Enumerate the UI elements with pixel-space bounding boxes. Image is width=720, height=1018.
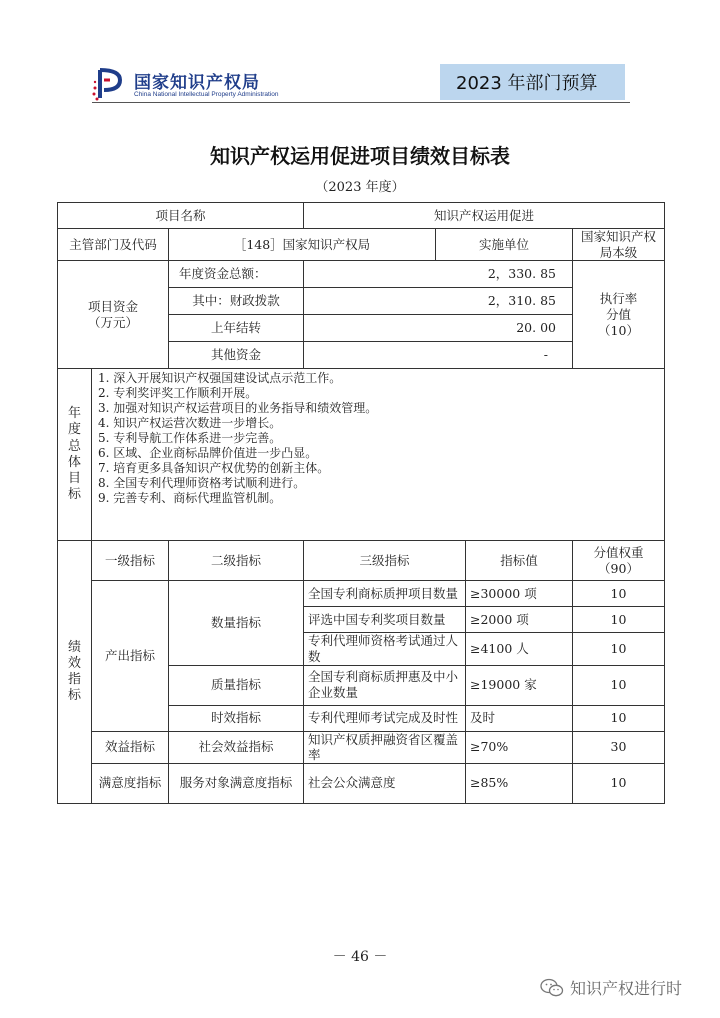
indicator-name: 全国专利商标质押项目数量	[304, 581, 466, 607]
table-row	[58, 229, 665, 261]
budget-badge: 2023 年部门预算	[440, 64, 625, 100]
goals-list	[92, 369, 665, 541]
project-name-label: 项目名称	[58, 203, 304, 229]
table-row	[58, 203, 665, 229]
header-weight-line1: 分值权重	[593, 545, 644, 561]
funds-item-label: 年度资金总额：	[169, 261, 304, 288]
quantity-indicator-label: 数量指标	[169, 581, 304, 665]
table-row	[58, 731, 665, 763]
table-row	[58, 581, 665, 607]
wechat-icon	[540, 978, 564, 998]
goal-item: 4. 知识产权运营次数进一步增长。	[98, 416, 282, 431]
exec-rate-line3: （10）	[598, 322, 639, 338]
funds-item-label: 其他资金	[169, 342, 304, 369]
funds-item-label: 其中：财政拨款	[169, 288, 304, 315]
indicator-value: ≥70%	[466, 731, 573, 763]
indicator-value: ≥30000 项	[466, 581, 573, 607]
funds-item-value: 2，310. 85	[304, 288, 573, 315]
goal-item: 1. 深入开展知识产权强国建设试点示范工作。	[98, 371, 342, 386]
indicator-weight: 10	[573, 581, 665, 607]
funds-item-value: 20. 00	[304, 315, 573, 342]
org-logo	[92, 66, 292, 104]
social-benefit-label: 社会效益指标	[169, 731, 304, 763]
service-satisfaction-label: 服务对象满意度指标	[169, 763, 304, 803]
funds-item-value: 2，330. 85	[304, 261, 573, 288]
org-name-cn: 国家知识产权局	[134, 73, 260, 93]
perf-indicators-label: 绩 效 指 标	[58, 541, 92, 804]
impl-label: 实施单位	[436, 229, 573, 261]
exec-rate-line2: 分值	[606, 306, 632, 322]
indicator-name: 社会公众满意度	[304, 763, 466, 803]
indicator-name: 专利代理师资格考试通过人数	[304, 633, 466, 665]
table-row	[58, 369, 665, 541]
goal-item: 9. 完善专利、商标代理监管机制。	[98, 491, 282, 506]
table-row	[58, 261, 665, 288]
header-level1: 一级指标	[92, 541, 169, 581]
indicator-name: 评选中国专利奖项目数量	[304, 607, 466, 633]
goal-item: 5. 专利导航工作体系进一步完善。	[98, 431, 282, 446]
page-title: 知识产权运用促进项目绩效目标表	[210, 144, 510, 168]
page-subtitle: （2023 年度）	[315, 180, 405, 195]
funds-label	[58, 261, 169, 369]
funds-item-label: 上年结转	[169, 315, 304, 342]
indicator-weight: 10	[573, 705, 665, 731]
header-level3: 三级指标	[304, 541, 466, 581]
performance-table	[57, 202, 665, 804]
goals-label: 年 度 总 体 目 标	[58, 369, 92, 541]
goal-item: 8. 全国专利代理师资格考试顺利进行。	[98, 476, 306, 491]
cnipa-logo-icon	[92, 66, 126, 102]
goal-item: 6. 区域、企业商标品牌价值进一步凸显。	[98, 446, 318, 461]
table-row	[58, 541, 665, 581]
indicator-name: 全国专利商标质押惠及中小企业数量	[304, 665, 466, 705]
goal-item: 7. 培育更多具备知识产权优势的创新主体。	[98, 461, 330, 476]
header-value: 指标值	[466, 541, 573, 581]
exec-rate-label	[573, 261, 665, 369]
indicator-name: 知识产权质押融资省区覆盖率	[304, 731, 466, 763]
funds-label-line2: （万元）	[87, 314, 138, 330]
org-name-en: China National Intellectual Property Administration	[134, 91, 279, 98]
timeliness-indicator-label: 时效指标	[169, 705, 304, 731]
indicator-value: ≥19000 家	[466, 665, 573, 705]
header-level2: 二级指标	[169, 541, 304, 581]
indicator-weight: 10	[573, 763, 665, 803]
indicator-weight: 10	[573, 607, 665, 633]
funds-label-line1: 项目资金	[87, 299, 138, 315]
goal-item: 3. 加强对知识产权运营项目的业务指导和绩效管理。	[98, 401, 378, 416]
header-weight	[573, 541, 665, 581]
watermark-text: 知识产权进行时	[570, 979, 683, 998]
dept-label: 主管部门及代码	[58, 229, 169, 261]
indicator-name: 专利代理师考试完成及时性	[304, 705, 466, 731]
quality-indicator-label: 质量指标	[169, 665, 304, 705]
indicator-value: 及时	[466, 705, 573, 731]
indicator-value: ≥2000 项	[466, 607, 573, 633]
satisfaction-indicator-label: 满意度指标	[92, 763, 169, 803]
project-name-value: 知识产权运用促进	[304, 203, 665, 229]
watermark	[540, 976, 682, 999]
indicator-value: ≥4100 人	[466, 633, 573, 665]
page-number: － 46 －	[332, 949, 388, 965]
indicator-weight: 10	[573, 633, 665, 665]
goal-item: 2. 专利奖评奖工作顺利开展。	[98, 386, 258, 401]
indicator-weight: 10	[573, 665, 665, 705]
funds-item-value: -	[304, 342, 573, 369]
exec-rate-line1: 执行率	[599, 291, 638, 307]
indicator-value: ≥85%	[466, 763, 573, 803]
header-divider	[92, 102, 630, 103]
table-row	[58, 763, 665, 803]
indicator-weight: 30	[573, 731, 665, 763]
dept-value: ［148］国家知识产权局	[169, 229, 436, 261]
output-indicator-label: 产出指标	[92, 581, 169, 731]
benefit-indicator-label: 效益指标	[92, 731, 169, 763]
header-weight-line2: （90）	[598, 560, 639, 576]
impl-value: 国家知识产权局本级	[573, 229, 665, 261]
